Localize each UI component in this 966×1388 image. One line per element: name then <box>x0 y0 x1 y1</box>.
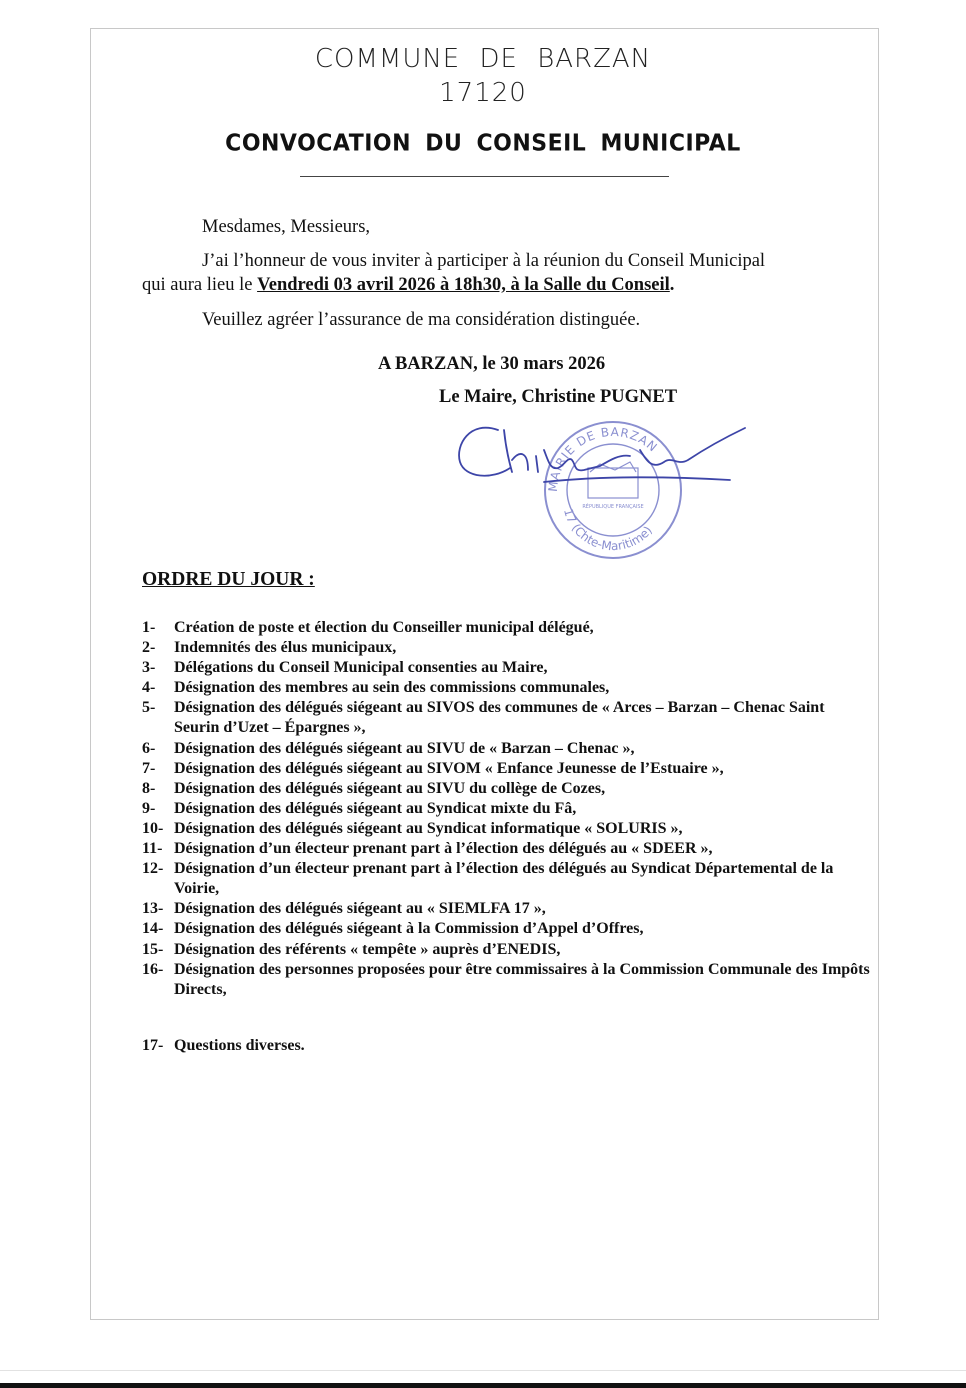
scan-edge-line <box>0 1370 966 1371</box>
agenda-item-number: 2- <box>142 639 156 657</box>
document-title: CONVOCATION DU CONSEIL MUNICIPAL <box>225 130 741 157</box>
agenda-item-text: Désignation des délégués siégeant au SIVU de « Barzan – Chenac », <box>174 739 635 757</box>
meeting-date-location: Vendredi 03 avril 2026 à 18h30, à la Salle du Conseil <box>257 275 670 295</box>
agenda-item-text: Désignation des personnes proposées pour être commissaires à la Commission Communale des Impôts Directs, <box>174 960 870 998</box>
stamp-text-center: RÉPUBLIQUE FRANÇAISE <box>582 504 644 510</box>
agenda-item-number: 11- <box>142 840 163 858</box>
stamp-outer-ring <box>545 422 681 558</box>
agenda-item <box>142 940 872 960</box>
invite-suffix: . <box>669 275 675 295</box>
agenda-item <box>142 678 872 698</box>
agenda-item-text: Désignation des délégués siégeant au SIVOM « Enfance Jeunesse de l’Estuaire », <box>174 759 724 777</box>
agenda-item-text: Désignation des délégués siégeant au SIVU du collège de Cozes, <box>174 779 606 797</box>
agenda-item <box>142 638 872 658</box>
agenda-item-number: 14- <box>142 920 164 938</box>
agenda-item-text: Désignation des délégués siégeant à la Commission d’Appel d’Offres, <box>174 920 644 938</box>
agenda-item-number: 8- <box>142 779 156 797</box>
agenda-item-number: 16- <box>142 960 164 978</box>
agenda-item-text: Désignation des référents « tempête » auprès d’ENEDIS, <box>174 940 561 958</box>
stamp-emblem <box>588 468 638 498</box>
agenda-item-number: 13- <box>142 900 164 918</box>
agenda-item-number: 1- <box>142 619 156 636</box>
agenda-item <box>142 759 872 779</box>
agenda-item-number: 7- <box>142 759 156 777</box>
agenda-item-number: 3- <box>142 659 156 677</box>
agenda-item-text: Désignation des délégués siégeant au « SIEMLFA 17 », <box>174 900 546 918</box>
signatory: Le Maire, Christine PUGNET <box>439 387 678 407</box>
signature-and-stamp <box>440 410 760 560</box>
agenda-item <box>142 899 872 919</box>
invite-line-2 <box>142 273 674 297</box>
stamp-text-bottom: 17 (Chte-Maritime) <box>560 506 655 554</box>
stamp-text-top: MAIRIE DE BARZAN <box>545 424 661 493</box>
agenda-item-text: Indemnités des élus municipaux, <box>174 639 397 657</box>
agenda-item <box>142 919 872 939</box>
agenda-item-text: Désignation des membres au sein des commissions communales, <box>174 679 610 697</box>
invite-prefix: qui aura lieu le <box>142 275 258 295</box>
agenda-item <box>142 799 872 819</box>
greeting: Mesdames, Messieurs, <box>202 217 371 237</box>
agenda-item-text: Désignation des délégués siégeant au Syndicat informatique « SOLURIS », <box>174 819 683 837</box>
agenda-item-number: 4- <box>142 679 156 697</box>
postal-code: 17120 <box>439 78 527 108</box>
agenda-item-text: Création de poste et élection du Conseiller municipal délégué, <box>174 619 594 636</box>
scan-bottom-bar <box>0 1383 966 1388</box>
agenda-item <box>142 618 872 638</box>
agenda-item <box>142 698 872 738</box>
title-divider <box>300 176 669 177</box>
agenda-item <box>142 658 872 678</box>
agenda-item-text: Désignation des délégués siégeant au Syndicat mixte du Fâ, <box>174 799 577 817</box>
agenda-item-number: 15- <box>142 940 164 958</box>
agenda-item-number: 17- <box>142 1036 164 1054</box>
agenda-list <box>142 618 872 1056</box>
agenda-item-number: 10- <box>142 819 164 837</box>
agenda-item <box>142 960 872 1000</box>
commune-name: COMMUNE DE BARZAN <box>314 44 652 74</box>
agenda-item-text: Désignation d’un électeur prenant part à l’élection des délégués au « SDEER », <box>174 840 713 858</box>
agenda-item <box>142 839 872 859</box>
agenda-item-text: Désignation des délégués siégeant au SIVOS des communes de « Arces – Barzan – Chenac Saint Seurin d’Uzet – Épargnes », <box>174 699 825 737</box>
agenda-item <box>142 859 872 899</box>
agenda-item <box>142 779 872 799</box>
agenda-item-number: 5- <box>142 699 156 717</box>
agenda-item-text: Délégations du Conseil Municipal consenties au Maire, <box>174 659 548 677</box>
agenda-item <box>142 1036 872 1056</box>
place-date: A BARZAN, le 30 mars 2026 <box>378 354 606 374</box>
agenda-item <box>142 819 872 839</box>
agenda-item <box>142 739 872 759</box>
agenda-item-number: 9- <box>142 799 156 817</box>
closing-formula: Veuillez agréer l’assurance de ma considération distinguée. <box>202 310 641 330</box>
agenda-item-text: Questions diverses. <box>174 1036 305 1054</box>
agenda-heading: ORDRE DU JOUR : <box>142 569 315 590</box>
agenda-item-text: Désignation d’un électeur prenant part à l’élection des délégués au Syndicat Départemental de la Voirie, <box>174 860 834 898</box>
official-stamp <box>440 410 760 560</box>
invite-line-1: J’ai l’honneur de vous inviter à participer à la réunion du Conseil Municipal <box>202 251 766 271</box>
agenda-item-number: 6- <box>142 739 156 757</box>
agenda-item-number: 12- <box>142 860 164 878</box>
